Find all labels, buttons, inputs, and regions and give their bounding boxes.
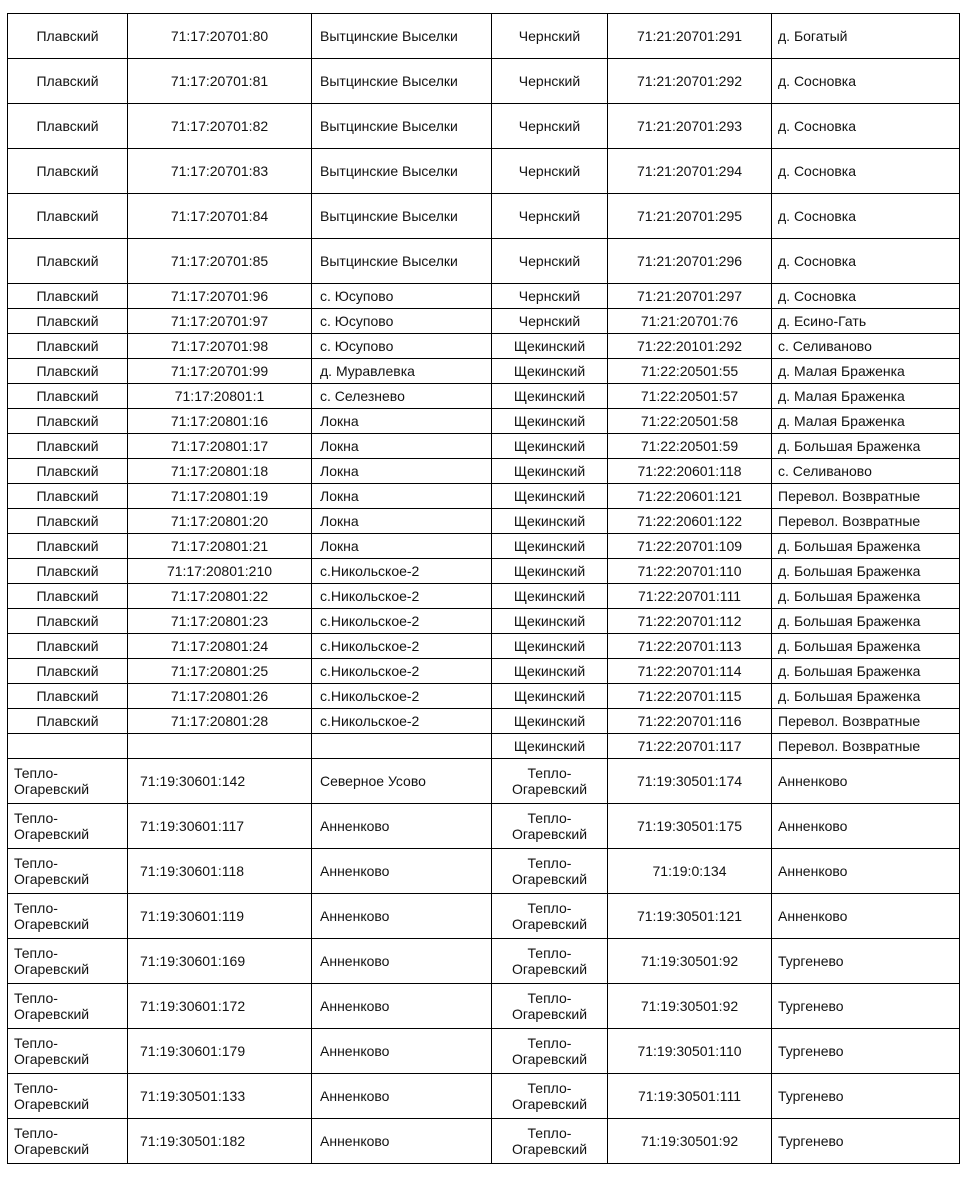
table-row [8, 709, 960, 734]
cadastral-number-cell-2: 71:21:20701:76 [608, 309, 772, 334]
cadastral-table [7, 13, 960, 1164]
settlement-cell: Анненково [312, 894, 492, 939]
cadastral-number-cell-2: 71:22:20101:292 [608, 334, 772, 359]
cadastral-number-cell: 71:19:30601:117 [128, 804, 312, 849]
district-cell-2: Чернский [492, 194, 608, 239]
cadastral-number-cell: 71:19:30601:142 [128, 759, 312, 804]
settlement-cell: с.Никольское-2 [312, 684, 492, 709]
cadastral-number-cell [128, 734, 312, 759]
cadastral-number-cell: 71:17:20801:22 [128, 584, 312, 609]
settlement-cell-2: д. Большая Браженка [772, 584, 960, 609]
settlement-cell-2: Тургенево [772, 1119, 960, 1164]
district-cell-2: Тепло-Огаревский [492, 984, 608, 1029]
district-cell-2: Щекинский [492, 459, 608, 484]
cadastral-number-cell-2: 71:19:30501:175 [608, 804, 772, 849]
cadastral-number-cell-2: 71:22:20701:113 [608, 634, 772, 659]
cadastral-number-cell-2: 71:19:30501:92 [608, 939, 772, 984]
cadastral-number-cell-2: 71:19:30501:111 [608, 1074, 772, 1119]
cadastral-number-cell: 71:17:20801:26 [128, 684, 312, 709]
cadastral-number-cell: 71:17:20801:210 [128, 559, 312, 584]
district-cell: Плавский [8, 684, 128, 709]
district-cell: Тепло-Огаревский [8, 1029, 128, 1074]
settlement-cell: Вытцинские Выселки [312, 239, 492, 284]
settlement-cell: Локна [312, 459, 492, 484]
settlement-cell: Анненково [312, 1029, 492, 1074]
settlement-cell: Вытцинские Выселки [312, 14, 492, 59]
settlement-cell: Локна [312, 484, 492, 509]
table-row [8, 659, 960, 684]
cadastral-number-cell-2: 71:22:20701:110 [608, 559, 772, 584]
settlement-cell-2: Перевол. Возвратные [772, 509, 960, 534]
table-row [8, 559, 960, 584]
settlement-cell: Вытцинские Выселки [312, 59, 492, 104]
district-cell: Плавский [8, 104, 128, 149]
cadastral-number-cell-2: 71:19:30501:174 [608, 759, 772, 804]
table-row [8, 804, 960, 849]
settlement-cell: с. Селезнево [312, 384, 492, 409]
settlement-cell: Анненково [312, 984, 492, 1029]
cadastral-number-cell: 71:17:20801:19 [128, 484, 312, 509]
settlement-cell: Локна [312, 409, 492, 434]
settlement-cell: Локна [312, 434, 492, 459]
settlement-cell-2: Тургенево [772, 984, 960, 1029]
table-row [8, 434, 960, 459]
settlement-cell: с.Никольское-2 [312, 584, 492, 609]
cadastral-number-cell-2: 71:21:20701:291 [608, 14, 772, 59]
district-cell: Плавский [8, 149, 128, 194]
table-row [8, 14, 960, 59]
district-cell: Тепло-Огаревский [8, 984, 128, 1029]
district-cell-2: Тепло-Огаревский [492, 1119, 608, 1164]
cadastral-number-cell-2: 71:22:20501:59 [608, 434, 772, 459]
district-cell-2: Щекинский [492, 409, 608, 434]
settlement-cell-2: Тургенево [772, 939, 960, 984]
settlement-cell: с. Юсупово [312, 334, 492, 359]
district-cell-2: Щекинский [492, 359, 608, 384]
district-cell-2: Тепло-Огаревский [492, 849, 608, 894]
district-cell-2: Чернский [492, 14, 608, 59]
district-cell-2: Щекинский [492, 634, 608, 659]
district-cell: Плавский [8, 194, 128, 239]
settlement-cell-2: д. Сосновка [772, 284, 960, 309]
settlement-cell-2: д. Сосновка [772, 104, 960, 149]
settlement-cell: Анненково [312, 1074, 492, 1119]
settlement-cell-2: д. Малая Браженка [772, 359, 960, 384]
settlement-cell: с.Никольское-2 [312, 559, 492, 584]
table-row [8, 734, 960, 759]
cadastral-number-cell-2: 71:22:20601:122 [608, 509, 772, 534]
table-row [8, 609, 960, 634]
district-cell: Плавский [8, 384, 128, 409]
settlement-cell-2: д. Большая Браженка [772, 659, 960, 684]
settlement-cell-2: Анненково [772, 894, 960, 939]
district-cell-2: Тепло-Огаревский [492, 1029, 608, 1074]
settlement-cell-2: Анненково [772, 804, 960, 849]
district-cell-2: Чернский [492, 239, 608, 284]
district-cell-2: Тепло-Огаревский [492, 894, 608, 939]
district-cell-2: Тепло-Огаревский [492, 804, 608, 849]
cadastral-number-cell: 71:19:30601:179 [128, 1029, 312, 1074]
table-row [8, 104, 960, 149]
district-cell: Плавский [8, 434, 128, 459]
cadastral-number-cell-2: 71:22:20701:116 [608, 709, 772, 734]
settlement-cell-2: с. Селиваново [772, 459, 960, 484]
settlement-cell-2: д. Сосновка [772, 59, 960, 104]
cadastral-number-cell-2: 71:22:20701:114 [608, 659, 772, 684]
district-cell-2: Щекинский [492, 684, 608, 709]
settlement-cell: с.Никольское-2 [312, 659, 492, 684]
cadastral-number-cell-2: 71:19:0:134 [608, 849, 772, 894]
cadastral-number-cell-2: 71:21:20701:294 [608, 149, 772, 194]
district-cell-2: Щекинский [492, 334, 608, 359]
district-cell: Плавский [8, 709, 128, 734]
district-cell-2: Тепло-Огаревский [492, 759, 608, 804]
settlement-cell: Локна [312, 534, 492, 559]
district-cell-2: Щекинский [492, 584, 608, 609]
table-row [8, 584, 960, 609]
cadastral-number-cell: 71:17:20701:98 [128, 334, 312, 359]
cadastral-number-cell: 71:17:20801:28 [128, 709, 312, 734]
table-row [8, 459, 960, 484]
cadastral-number-cell: 71:17:20801:17 [128, 434, 312, 459]
cadastral-number-cell: 71:17:20701:81 [128, 59, 312, 104]
settlement-cell-2: Анненково [772, 759, 960, 804]
district-cell-2: Чернский [492, 59, 608, 104]
settlement-cell: Анненково [312, 804, 492, 849]
cadastral-number-cell: 71:17:20801:24 [128, 634, 312, 659]
district-cell-2: Щекинский [492, 434, 608, 459]
settlement-cell: с. Юсупово [312, 309, 492, 334]
cadastral-number-cell-2: 71:22:20601:118 [608, 459, 772, 484]
settlement-cell: Вытцинские Выселки [312, 194, 492, 239]
settlement-cell-2: д. Большая Браженка [772, 434, 960, 459]
settlement-cell-2: д. Есино-Гать [772, 309, 960, 334]
district-cell: Плавский [8, 359, 128, 384]
cadastral-number-cell: 71:17:20701:96 [128, 284, 312, 309]
settlement-cell-2: д. Большая Браженка [772, 634, 960, 659]
cadastral-number-cell: 71:19:30501:133 [128, 1074, 312, 1119]
settlement-cell-2: д. Сосновка [772, 239, 960, 284]
cadastral-number-cell-2: 71:22:20501:55 [608, 359, 772, 384]
cadastral-number-cell: 71:17:20801:23 [128, 609, 312, 634]
settlement-cell-2: д. Сосновка [772, 149, 960, 194]
settlement-cell: с. Юсупово [312, 284, 492, 309]
settlement-cell: Анненково [312, 939, 492, 984]
cadastral-number-cell-2: 71:22:20501:57 [608, 384, 772, 409]
district-cell-2: Щекинский [492, 734, 608, 759]
district-cell: Тепло-Огаревский [8, 894, 128, 939]
district-cell [8, 734, 128, 759]
cadastral-number-cell: 71:17:20701:97 [128, 309, 312, 334]
cadastral-number-cell-2: 71:22:20701:115 [608, 684, 772, 709]
settlement-cell-2: с. Селиваново [772, 334, 960, 359]
district-cell-2: Чернский [492, 284, 608, 309]
district-cell-2: Щекинский [492, 509, 608, 534]
settlement-cell: д. Муравлевка [312, 359, 492, 384]
cadastral-number-cell: 71:19:30501:182 [128, 1119, 312, 1164]
district-cell-2: Щекинский [492, 609, 608, 634]
cadastral-number-cell-2: 71:19:30501:92 [608, 984, 772, 1029]
table-body [8, 14, 960, 1164]
settlement-cell-2: Тургенево [772, 1074, 960, 1119]
district-cell-2: Щекинский [492, 709, 608, 734]
district-cell-2: Щекинский [492, 559, 608, 584]
table-row [8, 409, 960, 434]
table-row [8, 359, 960, 384]
table-row [8, 334, 960, 359]
district-cell: Плавский [8, 534, 128, 559]
cadastral-number-cell-2: 71:19:30501:92 [608, 1119, 772, 1164]
settlement-cell: Вытцинские Выселки [312, 149, 492, 194]
cadastral-number-cell: 71:17:20701:84 [128, 194, 312, 239]
settlement-cell-2: д. Большая Браженка [772, 609, 960, 634]
cadastral-number-cell: 71:19:30601:169 [128, 939, 312, 984]
district-cell: Плавский [8, 409, 128, 434]
cadastral-number-cell: 71:17:20701:82 [128, 104, 312, 149]
cadastral-number-cell: 71:17:20801:18 [128, 459, 312, 484]
table-row [8, 894, 960, 939]
table-row [8, 634, 960, 659]
table-row [8, 384, 960, 409]
table-row [8, 939, 960, 984]
settlement-cell: Анненково [312, 1119, 492, 1164]
district-cell: Плавский [8, 659, 128, 684]
cadastral-number-cell: 71:17:20801:1 [128, 384, 312, 409]
table-row [8, 1029, 960, 1074]
table-row [8, 194, 960, 239]
cadastral-number-cell-2: 71:22:20701:117 [608, 734, 772, 759]
district-cell: Плавский [8, 239, 128, 284]
district-cell: Плавский [8, 59, 128, 104]
settlement-cell: Локна [312, 509, 492, 534]
district-cell: Плавский [8, 14, 128, 59]
settlement-cell-2: Перевол. Возвратные [772, 484, 960, 509]
table-row [8, 1074, 960, 1119]
cadastral-number-cell-2: 71:21:20701:293 [608, 104, 772, 149]
cadastral-number-cell-2: 71:21:20701:292 [608, 59, 772, 104]
settlement-cell-2: Анненково [772, 849, 960, 894]
settlement-cell-2: Перевол. Возвратные [772, 709, 960, 734]
cadastral-number-cell-2: 71:22:20501:58 [608, 409, 772, 434]
settlement-cell: Анненково [312, 849, 492, 894]
settlement-cell-2: д. Сосновка [772, 194, 960, 239]
table-row [8, 759, 960, 804]
table-row [8, 534, 960, 559]
cadastral-number-cell-2: 71:22:20601:121 [608, 484, 772, 509]
table-row [8, 849, 960, 894]
district-cell: Тепло-Огаревский [8, 1074, 128, 1119]
district-cell: Тепло-Огаревский [8, 759, 128, 804]
cadastral-number-cell: 71:17:20801:25 [128, 659, 312, 684]
cadastral-number-cell: 71:17:20701:83 [128, 149, 312, 194]
table-row [8, 984, 960, 1029]
district-cell: Плавский [8, 609, 128, 634]
table-row [8, 509, 960, 534]
settlement-cell-2: д. Большая Браженка [772, 534, 960, 559]
district-cell: Плавский [8, 309, 128, 334]
district-cell-2: Щекинский [492, 484, 608, 509]
cadastral-number-cell-2: 71:21:20701:297 [608, 284, 772, 309]
cadastral-number-cell-2: 71:19:30501:110 [608, 1029, 772, 1074]
table-row [8, 309, 960, 334]
district-cell-2: Чернский [492, 149, 608, 194]
district-cell: Плавский [8, 559, 128, 584]
district-cell: Тепло-Огаревский [8, 804, 128, 849]
table-row [8, 284, 960, 309]
district-cell: Плавский [8, 584, 128, 609]
table-row [8, 684, 960, 709]
district-cell-2: Тепло-Огаревский [492, 1074, 608, 1119]
cadastral-number-cell: 71:17:20701:80 [128, 14, 312, 59]
district-cell: Плавский [8, 459, 128, 484]
district-cell: Плавский [8, 634, 128, 659]
cadastral-number-cell: 71:17:20701:85 [128, 239, 312, 284]
district-cell-2: Тепло-Огаревский [492, 939, 608, 984]
settlement-cell-2: д. Малая Браженка [772, 384, 960, 409]
settlement-cell-2: д. Большая Браженка [772, 559, 960, 584]
cadastral-number-cell-2: 71:22:20701:111 [608, 584, 772, 609]
cadastral-number-cell: 71:17:20801:20 [128, 509, 312, 534]
table-row [8, 484, 960, 509]
cadastral-number-cell: 71:19:30601:119 [128, 894, 312, 939]
settlement-cell-2: Перевол. Возвратные [772, 734, 960, 759]
settlement-cell: с.Никольское-2 [312, 634, 492, 659]
table-row [8, 239, 960, 284]
cadastral-number-cell-2: 71:22:20701:109 [608, 534, 772, 559]
settlement-cell: Вытцинские Выселки [312, 104, 492, 149]
district-cell-2: Щекинский [492, 659, 608, 684]
district-cell: Тепло-Огаревский [8, 939, 128, 984]
settlement-cell-2: Тургенево [772, 1029, 960, 1074]
cadastral-number-cell-2: 71:22:20701:112 [608, 609, 772, 634]
settlement-cell-2: д. Малая Браженка [772, 409, 960, 434]
table-row [8, 149, 960, 194]
table-row [8, 1119, 960, 1164]
settlement-cell-2: д. Большая Браженка [772, 684, 960, 709]
district-cell-2: Чернский [492, 309, 608, 334]
district-cell: Плавский [8, 284, 128, 309]
settlement-cell [312, 734, 492, 759]
settlement-cell: с.Никольское-2 [312, 709, 492, 734]
cadastral-number-cell: 71:19:30601:172 [128, 984, 312, 1029]
settlement-cell: Северное Усово [312, 759, 492, 804]
table-row [8, 59, 960, 104]
cadastral-number-cell: 71:19:30601:118 [128, 849, 312, 894]
district-cell: Плавский [8, 484, 128, 509]
district-cell: Тепло-Огаревский [8, 1119, 128, 1164]
cadastral-number-cell-2: 71:21:20701:296 [608, 239, 772, 284]
district-cell: Плавский [8, 334, 128, 359]
cadastral-number-cell-2: 71:19:30501:121 [608, 894, 772, 939]
settlement-cell: с.Никольское-2 [312, 609, 492, 634]
district-cell: Плавский [8, 509, 128, 534]
cadastral-number-cell: 71:17:20801:16 [128, 409, 312, 434]
district-cell-2: Щекинский [492, 384, 608, 409]
district-cell-2: Чернский [492, 104, 608, 149]
settlement-cell-2: д. Богатый [772, 14, 960, 59]
district-cell-2: Щекинский [492, 534, 608, 559]
cadastral-number-cell: 71:17:20701:99 [128, 359, 312, 384]
district-cell: Тепло-Огаревский [8, 849, 128, 894]
cadastral-number-cell-2: 71:21:20701:295 [608, 194, 772, 239]
cadastral-number-cell: 71:17:20801:21 [128, 534, 312, 559]
